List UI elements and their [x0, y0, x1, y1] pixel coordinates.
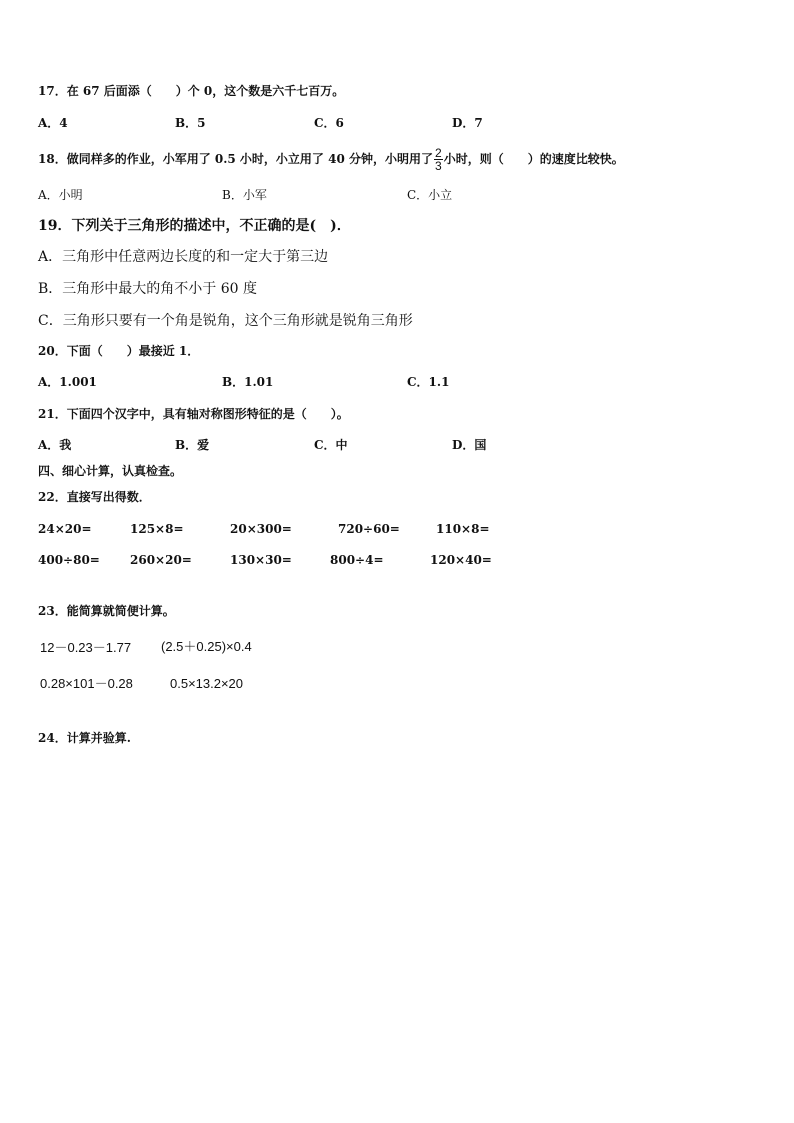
- q20-option-c: C．1.1: [407, 375, 450, 389]
- q18-option-c: C．小立: [407, 188, 453, 202]
- q17-option-b: B．5: [175, 116, 206, 130]
- q17-stem: 17．在 67 后面添（ ）个 0，这个数是六千七百万。: [38, 84, 345, 98]
- q22-row2-item-3: 130×30=: [230, 553, 292, 567]
- q17-option-c: C．6: [314, 116, 344, 130]
- q23-expression-3: 0.28×101－0.28: [40, 676, 133, 691]
- q22-stem: 22．直接写出得数．: [38, 490, 151, 504]
- q22-row2-item-4: 800÷4=: [330, 553, 384, 567]
- q21-stem: 21．下面四个汉字中，具有轴对称图形特征的是（ ）。: [38, 407, 349, 421]
- q18-stem-before: 18．做同样多的作业，小军用了 0.5 小时，小立用了 40 分钟，小明用了: [38, 152, 433, 166]
- q18-fraction: [434, 147, 443, 172]
- q22-row1-item-4: 720÷60=: [338, 522, 400, 536]
- q22-row1-item-2: 125×8=: [130, 522, 184, 536]
- q20-option-a: A．1.001: [38, 375, 97, 389]
- q22-row1-item-3: 20×300=: [230, 522, 292, 536]
- q21-option-d: D．国: [452, 438, 487, 452]
- q21-option-c: C．中: [314, 438, 348, 452]
- q22-row2-item-1: 400÷80=: [38, 553, 100, 567]
- q21-option-a: A．我: [38, 438, 72, 452]
- q17-option-a: A．4: [38, 116, 68, 130]
- q22-row2-item-2: 260×20=: [130, 553, 192, 567]
- q21-option-b: B．爱: [175, 438, 210, 452]
- q23-stem: 23．能简算就简便计算。: [38, 604, 175, 618]
- q18-option-b: B．小军: [222, 188, 267, 202]
- q24-stem: 24．计算并验算.: [38, 731, 131, 745]
- q20-stem: 20．下面（ ）最接近 1．: [38, 344, 200, 358]
- q18-stem-after: 小时，则（ ）的速度比较快。: [443, 152, 624, 166]
- q22-row2-item-5: 120×40=: [430, 553, 492, 567]
- q23-expression-2: (2.5＋0.25)×0.4: [161, 639, 252, 654]
- q19-option-a: A．三角形中任意两边长度的和一定大于第三边: [38, 249, 329, 265]
- q18-fraction-numerator: 2: [435, 145, 442, 160]
- q18-stem: [38, 142, 624, 176]
- q19-option-c: C．三角形只要有一个角是锐角，这个三角形就是锐角三角形: [38, 313, 413, 329]
- q19-stem: 19．下列关于三角形的描述中，不正确的是( )．: [38, 218, 351, 234]
- q18-fraction-denominator: 3: [435, 158, 442, 173]
- q22-row1-item-5: 110×8=: [436, 522, 490, 536]
- q19-option-b: B．三角形中最大的角不小于 60 度: [38, 281, 258, 297]
- q18-option-a: A．小明: [38, 188, 83, 202]
- q17-option-d: D．7: [452, 116, 483, 130]
- q20-option-b: B．1.01: [222, 375, 274, 389]
- q22-row1-item-1: 24×20=: [38, 522, 92, 536]
- q23-expression-1: 12－0.23－1.77: [40, 640, 132, 655]
- section-4-title: 四、细心计算，认真检查。: [38, 464, 183, 478]
- q23-expression-4: 0.5×13.2×20: [170, 676, 244, 691]
